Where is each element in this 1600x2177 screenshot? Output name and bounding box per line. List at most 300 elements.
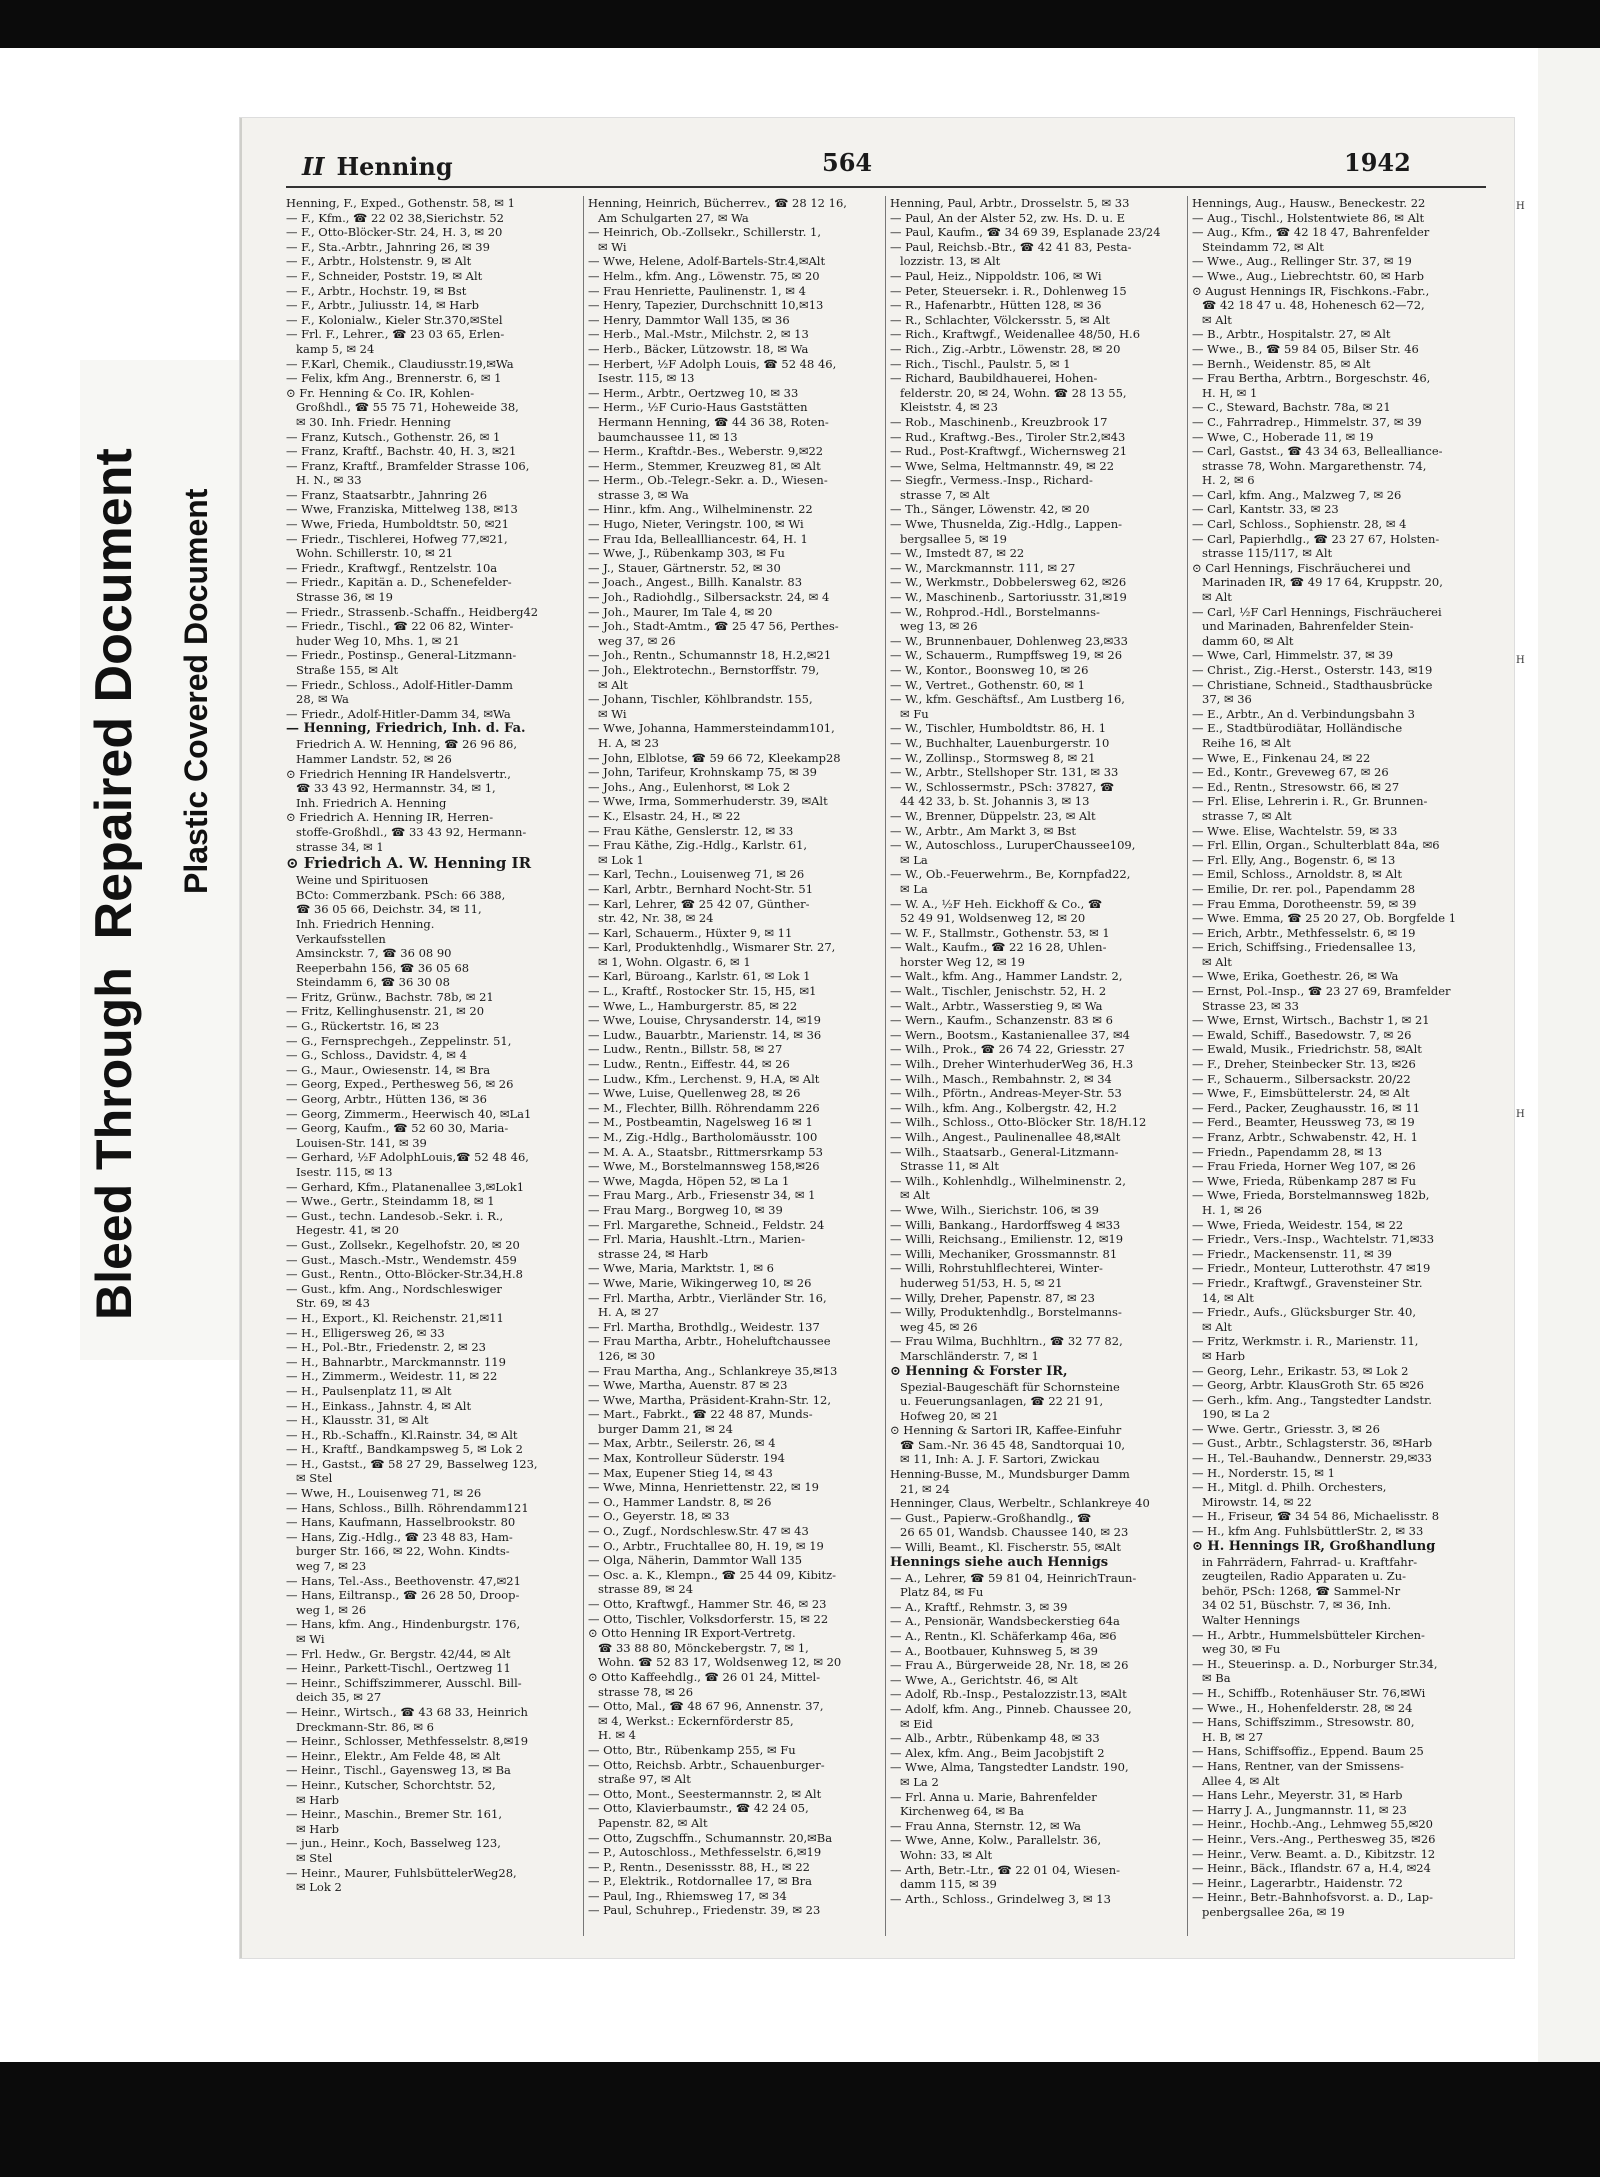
directory-entry: — Wwe, Alma, Tangstedter Landstr. 190, — [890, 1760, 1129, 1775]
directory-entry: ☎ 33 43 92, Hermannstr. 34, ✉ 1, — [296, 781, 496, 796]
directory-entry: — Otto, Tischler, Volksdorferstr. 15, ✉ 22 — [588, 1611, 829, 1626]
directory-entry: strasse 115/117, ✉ Alt — [1202, 546, 1333, 561]
directory-entry: — Otto, Mal., ☎ 48 67 96, Annenstr. 37, — [588, 1699, 824, 1714]
directory-entry: H. 2, ✉ 6 — [1202, 473, 1255, 488]
directory-entry: — Wwe. Emma, ☎ 25 20 27, Ob. Borgfelde 1 — [1192, 911, 1457, 926]
directory-entry: Spezial-Baugeschäft für Schornsteine — [900, 1379, 1120, 1394]
directory-entry: — Rich., Kraftwgf., Weidenallee 48/50, H.6 — [890, 327, 1141, 342]
directory-entry: — Ewald, Musik., Friedrichstr. 58, ✉Alt — [1192, 1042, 1422, 1057]
directory-entry: Strasse 23, ✉ 33 — [1202, 998, 1299, 1013]
directory-entry: — Rich., Tischl., Paulstr. 5, ✉ 1 — [890, 356, 1071, 371]
directory-entry: — Frl. Hedw., Gr. Bergstr. 42/44, ✉ Alt — [286, 1646, 511, 1661]
directory-entry: ✉ Wi — [598, 706, 627, 721]
directory-entry: — Frau Marg., Arb., Friesenstr 34, ✉ 1 — [588, 1188, 816, 1203]
directory-entry: — H., Elligersweg 26, ✉ 33 — [286, 1325, 445, 1340]
directory-entry: — Gerhard, ½F AdolphLouis,☎ 52 48 46, — [286, 1150, 529, 1165]
directory-entry: Hermann Henning, ☎ 44 36 38, Roten- — [598, 414, 829, 429]
directory-column-3 — [890, 196, 1182, 1936]
directory-entry: — Wilh., Kohlenhdlg., Wilhelminenstr. 2, — [890, 1173, 1126, 1188]
directory-entry: — Adolf, kfm. Ang., Pinneb. Chaussee 20, — [890, 1701, 1132, 1716]
directory-entry: Henning, Heinrich, Bücherrev., ☎ 28 12 16, — [588, 196, 847, 210]
directory-entry: — Alb., Arbtr., Rübenkamp 48, ✉ 33 — [890, 1731, 1100, 1746]
directory-entry: ✉ Alt — [598, 677, 628, 692]
directory-entry: — Wwe, Irma, Sommerhuderstr. 39, ✉Alt — [588, 794, 828, 809]
directory-entry: — Heinr., Kutscher, Schorchtstr. 52, — [286, 1777, 496, 1792]
directory-entry: — Franz, Kutsch., Gothenstr. 26, ✉ 1 — [286, 429, 501, 444]
directory-entry: Henninger, Claus, Werbeltr., Schlankreye 40 — [890, 1496, 1150, 1511]
directory-entry: — P., Elektrik., Rotdornallee 17, ✉ Bra — [588, 1874, 813, 1889]
directory-entry: — Friedr., Tischl., ☎ 22 06 82, Winter- — [286, 619, 514, 634]
directory-entry: — Herm., Kraftdr.-Bes., Weberstr. 9,✉22 — [588, 444, 824, 459]
directory-entry: ⊙ Henning & Forster IR, — [890, 1363, 1068, 1379]
directory-entry: — R., Schlachter, Völckersstr. 5, ✉ Alt — [890, 312, 1110, 327]
directory-entry: — Wwe, Louise, Chrysanderstr. 14, ✉19 — [588, 1013, 821, 1028]
directory-entry: strasse 24, ✉ Harb — [598, 1246, 709, 1261]
directory-entry: — Herm., Stemmer, Kreuzweg 81, ✉ Alt — [588, 458, 821, 473]
directory-entry: — Hans, Schiffszimm., Stresowstr. 80, — [1192, 1715, 1415, 1730]
directory-entry: — W., Arbtr., Stellshoper Str. 131, ✉ 33 — [890, 765, 1119, 780]
directory-entry: — C., Steward, Bachstr. 78a, ✉ 21 — [1192, 400, 1391, 415]
directory-entry: — H., Tel.-Bauhandw., Dennerstr. 29,✉33 — [1192, 1451, 1432, 1466]
directory-entry: — W., Imstedt 87, ✉ 22 — [890, 546, 1025, 561]
directory-entry: Weine und Spirituosen — [296, 873, 429, 888]
directory-entry: — Karl, Lehrer, ☎ 25 42 07, Günther- — [588, 896, 810, 911]
directory-entry: — Joh., Elektrotechn., Bernstorffstr. 79, — [588, 663, 820, 677]
directory-entry: — Wilh., Dreher WinterhuderWeg 36, H.3 — [890, 1057, 1134, 1072]
directory-entry: — Hans, Kaufmann, Hasselbrookstr. 80 — [286, 1515, 516, 1530]
directory-entry: — M., Postbeamtin, Nagelsweg 16 ✉ 1 — [588, 1115, 813, 1130]
directory-entry: — Johann, Tischler, Köhlbrandstr. 155, — [588, 692, 813, 707]
directory-entry: — W., Marckmannstr. 111, ✉ 27 — [890, 560, 1076, 575]
directory-entry: burger Damm 21, ✉ 24 — [598, 1421, 733, 1436]
directory-entry: — Max, Eupener Stieg 14, ✉ 43 — [588, 1465, 773, 1480]
directory-year: 1942 — [1344, 148, 1411, 177]
directory-entry: — Hugo, Nieter, Veringstr. 100, ✉ Wi — [588, 517, 804, 532]
directory-entry: — W., Kontor., Boonsweg 10, ✉ 26 — [890, 663, 1089, 677]
directory-entry: strasse 78, ✉ 26 — [598, 1684, 694, 1699]
directory-entry: — Aug., Kfm., ☎ 42 18 47, Bahrenfelder — [1192, 225, 1430, 240]
directory-entry: Hammer Landstr. 52, ✉ 26 — [296, 751, 452, 766]
directory-entry: — Hans, Schloss., Billh. Röhrendamm121 — [286, 1500, 529, 1515]
directory-entry: — Ludw., Kfm., Lerchenst. 9, H.A, ✉ Alt — [588, 1071, 820, 1086]
directory-entry: ⊙ Otto Henning IR Export-Vertretg. — [588, 1626, 796, 1641]
directory-entry: H. ✉ 4 — [598, 1728, 636, 1743]
directory-entry: — G., Rückertstr. 16, ✉ 23 — [286, 1019, 440, 1034]
directory-entry: — Frau Bertha, Arbtrn., Borgeschstr. 46, — [1192, 371, 1431, 386]
directory-entry: — Gust., Arbtr., Schlagsterstr. 36, ✉Harb — [1192, 1436, 1433, 1451]
directory-entry: ✉ La — [900, 881, 928, 896]
directory-entry: — Rud., Post-Kraftwgf., Wichernsweg 21 — [890, 444, 1128, 459]
directory-entry: — Hans, Eiltransp., ☎ 26 28 50, Droop- — [286, 1588, 520, 1603]
directory-entry: Hennings siehe auch Hennigs — [890, 1554, 1109, 1570]
directory-entry: Amsinckstr. 7, ☎ 36 08 90 — [296, 946, 452, 961]
directory-entry: ☎ 33 88 80, Mönckebergstr. 7, ✉ 1, — [598, 1640, 809, 1655]
directory-entry: — Otto, Kraftwgf., Hammer Str. 46, ✉ 23 — [588, 1597, 827, 1611]
column-divider — [885, 196, 886, 1936]
directory-entry: damm 60, ✉ Alt — [1202, 633, 1294, 648]
directory-entry: — Rich., Zig.-Arbtr., Löwenstr. 28, ✉ 20 — [890, 341, 1121, 356]
directory-entry: — Wwe, Magda, Höpen 52, ✉ La 1 — [588, 1173, 790, 1188]
directory-entry: Louisen-Str. 141, ✉ 39 — [296, 1135, 427, 1150]
directory-entry: — Ferd., Beamter, Heussweg 73, ✉ 19 — [1192, 1115, 1415, 1130]
directory-entry: — Frau Henriette, Paulinenstr. 1, ✉ 4 — [588, 283, 806, 298]
directory-entry: — C., Fahrradrep., Himmelstr. 37, ✉ 39 — [1192, 414, 1422, 429]
directory-entry: — Wwe, Minna, Henriettenstr. 22, ✉ 19 — [588, 1480, 819, 1495]
directory-entry: — Frl. Elly, Ang., Bogenstr. 6, ✉ 13 — [1192, 852, 1396, 867]
directory-entry: — A., Pensionär, Wandsbeckerstieg 64a — [890, 1614, 1120, 1629]
directory-entry: — Wwe, Marie, Wikingerweg 10, ✉ 26 — [588, 1275, 812, 1290]
directory-entry: — Friedr., Aufs., Glücksburger Str. 40, — [1192, 1305, 1417, 1320]
directory-entry: — Heinr., Elektr., Am Felde 48, ✉ Alt — [286, 1748, 501, 1763]
directory-entry: Strasse 11, ✉ Alt — [900, 1159, 999, 1174]
directory-entry: — Friedn., Papendamm 28, ✉ 13 — [1192, 1144, 1383, 1159]
directory-entry: — Georg, Kaufm., ☎ 52 60 30, Maria- — [286, 1121, 509, 1136]
directory-entry: — Willi, Beamt., Kl. Fischerstr. 55, ✉Alt — [890, 1540, 1121, 1555]
directory-entry: — Georg, Arbtr., Hütten 136, ✉ 36 — [286, 1092, 487, 1107]
directory-entry: ⊙ Friedrich A. W. Henning IR — [286, 854, 532, 873]
directory-entry: — Wwe, L., Hamburgerstr. 85, ✉ 22 — [588, 998, 798, 1013]
directory-entry: weg 37, ✉ 26 — [598, 633, 676, 648]
directory-entry: — E., Arbtr., An d. Verbindungsbahn 3 — [1192, 706, 1415, 721]
directory-entry: — Otto, Mont., Seestermannstr. 2, ✉ Alt — [588, 1786, 822, 1801]
directory-entry: — Heinr., Wirtsch., ☎ 43 68 33, Heinrich — [286, 1704, 528, 1719]
directory-entry: — Frau Martha, Ang., Schlankreye 35,✉13 — [588, 1363, 838, 1378]
directory-entry: ✉ Stel — [296, 1471, 333, 1486]
directory-entry: ⊙ H. Hennings IR, Großhandlung — [1192, 1538, 1436, 1554]
directory-entry: — Georg, Zimmerm., Heerwisch 40, ✉La1 — [286, 1106, 532, 1121]
directory-entry: — Karl, Produktenhdlg., Wismarer Str. 27, — [588, 940, 836, 955]
directory-entry: stoffe-Großhdl., ☎ 33 43 92, Hermann- — [296, 824, 527, 839]
directory-entry: penbergsallee 26a, ✉ 19 — [1202, 1904, 1345, 1919]
directory-entry: — Heinr., Maschin., Bremer Str. 161, — [286, 1807, 502, 1822]
directory-entry: — Ludw., Rentn., Billstr. 58, ✉ 27 — [588, 1042, 783, 1057]
directory-entry: — Wwe, Thusnelda, Zig.-Hdlg., Lappen- — [890, 517, 1123, 532]
directory-entry: — Gust., Zollsekr., Kegelhofstr. 20, ✉ 20 — [286, 1237, 520, 1252]
directory-entry: — Willi, Rohrstuhlflechterei, Winter- — [890, 1261, 1103, 1276]
directory-entry: — Peter, Steuersekr. i. R., Dohlenweg 15 — [890, 283, 1127, 298]
directory-entry: — Frau Ida, Belleallliancestr. 64, H. 1 — [588, 531, 808, 546]
directory-entry: Straße 155, ✉ Alt — [296, 663, 399, 677]
scan-frame-top — [0, 0, 1600, 48]
directory-entry: — Carl, ½F Carl Hennings, Fischräucherei — [1192, 604, 1442, 619]
directory-entry: — Hans, kfm. Ang., Hindenburgstr. 176, — [286, 1617, 521, 1632]
directory-entry: — H., kfm Ang. FuhlsbüttlerStr. 2, ✉ 33 — [1192, 1524, 1424, 1539]
directory-entry: — Wwe, Frieda, Weidestr. 154, ✉ 22 — [1192, 1217, 1404, 1232]
directory-entry: — W., Maschinenb., Sartoriusstr. 31,✉19 — [890, 590, 1127, 605]
directory-entry: — Heinr., Schiffszimmerer, Ausschl. Bill- — [286, 1675, 522, 1690]
directory-entry: Platz 84, ✉ Fu — [900, 1585, 984, 1600]
directory-entry: — A., Lehrer, ☎ 59 81 04, HeinrichTraun- — [890, 1570, 1137, 1585]
directory-entry: — Wwe, H., Louisenweg 71, ✉ 26 — [286, 1486, 482, 1501]
directory-entry: — Frau Frieda, Horner Weg 107, ✉ 26 — [1192, 1159, 1416, 1174]
directory-entry: deich 35, ✉ 27 — [296, 1690, 382, 1705]
directory-entry: — Fritz, Kellinghusenstr. 21, ✉ 20 — [286, 1004, 485, 1019]
directory-entry: — Gust., Rentn., Otto-Blöcker-Str.34,H.8 — [286, 1267, 523, 1282]
directory-entry: Hofweg 20, ✉ 21 — [900, 1408, 999, 1423]
directory-entry: Marinaden IR, ☎ 49 17 64, Kruppstr. 20, — [1202, 575, 1443, 590]
directory-entry: — Frl. Maria, Haushlt.-Ltrn., Marien- — [588, 1232, 806, 1247]
directory-entry: horster Weg 12, ✉ 19 — [900, 954, 1025, 969]
directory-entry: — Walt., Arbtr., Wasserstieg 9, ✉ Wa — [890, 998, 1103, 1013]
directory-entry: ✉ 1, Wohn. Olgastr. 6, ✉ 1 — [598, 954, 751, 969]
directory-entry: Strasse 36, ✉ 19 — [296, 590, 393, 605]
directory-entry: — Wern., Bootsm., Kastanienallee 37, ✉4 — [890, 1027, 1130, 1042]
directory-entry: Wohn: 33, ✉ Alt — [900, 1847, 993, 1862]
directory-entry: 14, ✉ Alt — [1202, 1290, 1254, 1305]
directory-entry: — Wwe, M., Borstelmannsweg 158,✉26 — [588, 1159, 820, 1174]
directory-entry: — Wwe, Erika, Goethestr. 26, ✉ Wa — [1192, 969, 1399, 984]
directory-entry: — Johs., Ang., Eulenhorst, ✉ Lok 2 — [588, 779, 791, 794]
directory-entry: — W., kfm. Geschäftsf., Am Lustberg 16, — [890, 692, 1125, 707]
directory-entry: — Joh., Stadt-Amtm., ☎ 25 47 56, Perthes- — [588, 619, 839, 634]
directory-entry: — Friedr., Strassenb.-Schaffn., Heidberg42 — [286, 604, 539, 619]
directory-entry: — Gust., techn. Landesob.-Sekr. i. R., — [286, 1208, 504, 1223]
directory-entry: — Wwe, Franziska, Mittelweg 138, ✉13 — [286, 502, 518, 517]
archive-notice-line1 — [84, 448, 144, 1320]
directory-column-2 — [588, 196, 880, 1936]
directory-entry: — Wwe, Maria, Marktstr. 1, ✉ 6 — [588, 1261, 774, 1276]
directory-entry: — Hans, Rentner, van der Smissens- — [1192, 1758, 1404, 1773]
directory-entry: — Henning, Friedrich, Inh. d. Fa. — [286, 721, 526, 737]
directory-entry: — F., Dreher, Steinbecker Str. 13, ✉26 — [1192, 1057, 1416, 1072]
directory-entry: H. A, ✉ 27 — [598, 1305, 659, 1320]
directory-entry: baumchaussee 11, ✉ 13 — [598, 429, 738, 444]
directory-entry: — Herbert, ½F Adolph Louis, ☎ 52 48 46, — [588, 356, 837, 371]
directory-entry: ⊙ Henning & Sartori IR, Kaffee-Einfuhr — [890, 1423, 1122, 1438]
directory-entry: — Fritz, Grünw., Bachstr. 78b, ✉ 21 — [286, 989, 494, 1004]
directory-entry: — W., Zollinsp., Stormsweg 8, ✉ 21 — [890, 750, 1096, 765]
directory-entry: 44 42 33, b. St. Johannis 3, ✉ 13 — [900, 794, 1090, 809]
directory-entry: Dreckmann-Str. 86, ✉ 6 — [296, 1719, 434, 1734]
directory-entry: — Heinr., Maurer, FuhlsbüttelerWeg28, — [286, 1865, 517, 1880]
directory-entry: — W., Werkmstr., Dobbelersweg 62, ✉26 — [890, 575, 1127, 590]
directory-entry: — Walt., Tischler, Jenischstr. 52, H. 2 — [890, 984, 1107, 999]
directory-entry: ⊙ Friedrich A. Henning IR, Herren- — [286, 810, 494, 825]
directory-entry: — Wilh., Schloss., Otto-Blöcker Str. 18/H.12 — [890, 1115, 1147, 1130]
directory-entry: — Hans, Schiffsoffiz., Eppend. Baum 25 — [1192, 1744, 1424, 1759]
directory-entry: — Wwe, Selma, Heltmannstr. 49, ✉ 22 — [890, 458, 1115, 473]
directory-entry: — Wwe., Gertr., Steindamm 18, ✉ 1 — [286, 1194, 495, 1209]
directory-entry: — Georg, Arbtr. KlausGroth Str. 65 ✉26 — [1192, 1378, 1424, 1393]
directory-entry: — H., Pol.-Btr., Friedenstr. 2, ✉ 23 — [286, 1340, 486, 1355]
directory-entry: — F., Sta.-Arbtr., Jahnring 26, ✉ 39 — [286, 239, 490, 254]
directory-entry: — Karl, Arbtr., Bernhard Nocht-Str. 51 — [588, 881, 814, 896]
directory-entry: — Frau Emma, Dorotheenstr. 59, ✉ 39 — [1192, 896, 1417, 911]
directory-entry: — Wilh., Pförtn., Andreas-Meyer-Str. 53 — [890, 1086, 1122, 1101]
directory-entry: — W., Brenner, Düppelstr. 23, ✉ Alt — [890, 808, 1096, 823]
directory-entry: — Heinr., Vers.-Ang., Perthesweg 35, ✉26 — [1192, 1831, 1436, 1846]
directory-entry: — F., Arbtr., Holstenstr. 9, ✉ Alt — [286, 254, 472, 269]
directory-entry: — W., Schauerm., Rumpffsweg 19, ✉ 26 — [890, 648, 1123, 663]
directory-entry: — Paul, Reichsb.-Btr., ☎ 42 41 83, Pesta- — [890, 239, 1132, 254]
directory-entry: — O., Arbtr., Fruchtallee 80, H. 19, ✉ 19 — [588, 1538, 824, 1553]
directory-entry: — Ed., Rentn., Stresowstr. 66, ✉ 27 — [1192, 779, 1400, 794]
directory-entry: — Wwe., B., ☎ 59 84 05, Bilser Str. 46 — [1192, 341, 1419, 356]
directory-entry: — G., Schloss., Davidstr. 4, ✉ 4 — [286, 1048, 467, 1063]
directory-entry: — Willy, Dreher, Papenstr. 87, ✉ 23 — [890, 1290, 1095, 1305]
directory-entry: — W., Arbtr., Am Markt 3, ✉ Bst — [890, 823, 1077, 838]
directory-entry: — E., Stadtbürodiätar, Holländische — [1192, 721, 1403, 736]
directory-entry: strasse 7, ✉ Alt — [1202, 808, 1292, 823]
directory-columns — [286, 196, 1486, 1936]
directory-entry: — Herm., Arbtr., Oertzweg 10, ✉ 33 — [588, 385, 799, 400]
directory-entry: Reeperbahn 156, ☎ 36 05 68 — [296, 960, 470, 975]
directory-entry: — Ferd., Packer, Zeughausstr. 16, ✉ 11 — [1192, 1100, 1421, 1115]
directory-entry: — Wilh., Staatsarb., General-Litzmann- — [890, 1144, 1119, 1159]
directory-entry: — Herm., ½F Curio-Haus Gaststätten — [588, 400, 808, 415]
directory-entry: — Wilh., Masch., Rembahnstr. 2, ✉ 34 — [890, 1071, 1112, 1086]
directory-entry: — Frau Martha, Arbtr., Hoheluftchaussee — [588, 1334, 831, 1349]
directory-entry: ⊙ Friedrich Henning IR Handelsvertr., — [286, 766, 511, 781]
directory-entry: — Frau Käthe, Genslerstr. 12, ✉ 33 — [588, 823, 794, 838]
directory-entry: Isestr. 115, ✉ 13 — [598, 371, 695, 386]
directory-entry: behör, PSch: 1268, ☎ Sammel-Nr — [1202, 1583, 1401, 1598]
directory-entry: ✉ Lok 2 — [296, 1880, 342, 1895]
directory-entry: — Joh., Radiohdlg., Silbersackstr. 24, ✉ 4 — [588, 590, 830, 605]
directory-entry: — F., Schauerm., Silbersackstr. 20/22 — [1192, 1071, 1411, 1086]
directory-entry: — Paul, Schuhrep., Friedenstr. 39, ✉ 23 — [588, 1903, 821, 1918]
directory-entry: — Karl, Büroang., Karlstr. 61, ✉ Lok 1 — [588, 969, 811, 984]
directory-entry: — Heinr., Verw. Beamt. a. D., Kibitzstr. 12 — [1192, 1846, 1436, 1861]
directory-entry: lozzistr. 13, ✉ Alt — [900, 254, 1001, 269]
directory-entry: Steindamm 6, ☎ 36 30 08 — [296, 975, 450, 990]
directory-entry: — Carl, Kantstr. 33, ✉ 23 — [1192, 502, 1339, 517]
directory-entry: Wohn. ☎ 52 83 17, Woldsenweg 12, ✉ 20 — [598, 1655, 842, 1670]
directory-entry: ✉ Ba — [1202, 1671, 1231, 1686]
directory-entry: 21, ✉ 24 — [900, 1481, 950, 1496]
directory-entry: — W., Rohprod.-Hdl., Borstelmanns- — [890, 604, 1100, 619]
directory-entry: — Rob., Maschinenb., Kreuzbrook 17 — [890, 414, 1108, 429]
directory-entry: — Wwe, Frieda, Borstelmannsweg 182b, — [1192, 1188, 1430, 1203]
directory-entry: weg 13, ✉ 26 — [900, 619, 978, 634]
directory-entry: straße 97, ✉ Alt — [598, 1772, 691, 1787]
directory-entry: — R., Hafenarbtr., Hütten 128, ✉ 36 — [890, 298, 1102, 313]
directory-entry: Verkaufsstellen — [296, 931, 386, 946]
directory-entry: weg 30, ✉ Fu — [1202, 1642, 1281, 1657]
directory-entry: — H., Steuerinsp. a. D., Norburger Str.34, — [1192, 1656, 1438, 1671]
directory-entry: — Friedr., Mackensenstr. 11, ✉ 39 — [1192, 1246, 1392, 1261]
directory-entry: — Emilie, Dr. rer. pol., Papendamm 28 — [1192, 881, 1416, 896]
directory-entry: — W., Tischler, Humboldtstr. 86, H. 1 — [890, 721, 1107, 736]
directory-entry: ✉ Alt — [1202, 954, 1232, 969]
directory-entry: — Paul, Ing., Rhiemsweg 17, ✉ 34 — [588, 1888, 787, 1903]
directory-entry: bergsallee 5, ✉ 19 — [900, 531, 1007, 546]
directory-entry: weg 45, ✉ 26 — [900, 1319, 978, 1334]
edge-fragment: H — [1516, 1109, 1525, 1120]
directory-entry: — G., Maur., Owiesenstr. 14, ✉ Bra — [286, 1062, 491, 1077]
directory-entry: — A., Bootbauer, Kuhnsweg 5, ✉ 39 — [890, 1643, 1098, 1658]
directory-entry: — W., Ob.-Feuerwehrm., Be, Kornpfad22, — [890, 867, 1131, 882]
directory-entry: — H., Kraftf., Bandkampsweg 5, ✉ Lok 2 — [286, 1442, 523, 1457]
directory-entry: — Frl. Elise, Lehrerin i. R., Gr. Brunnen- — [1192, 794, 1428, 809]
directory-entry: — Gerhard, Kfm., Platanenallee 3,✉Lok1 — [286, 1179, 525, 1194]
directory-entry: Kirchenweg 64, ✉ Ba — [900, 1804, 1025, 1819]
directory-entry: — W., Buchhalter, Lauenburgerstr. 10 — [890, 735, 1110, 750]
directory-entry: 52 49 91, Woldsenweg 12, ✉ 20 — [900, 911, 1086, 926]
directory-entry: — Wwe, Frieda, Rübenkamp 287 ✉ Fu — [1192, 1173, 1417, 1188]
directory-entry: ☎ 36 05 66, Deichstr. 34, ✉ 11, — [296, 902, 482, 917]
directory-entry: — Friedr., Kraftwgf., Rentzelstr. 10a — [286, 560, 498, 575]
directory-entry: — Ludw., Rentn., Eiffestr. 44, ✉ 26 — [588, 1057, 790, 1072]
directory-entry: ⊙ Carl Hennings, Fischräucherei und — [1192, 560, 1411, 575]
directory-entry: — Henry, Dammtor Wall 135, ✉ 36 — [588, 312, 790, 327]
directory-entry: — W., Vertret., Gothenstr. 60, ✉ 1 — [890, 677, 1085, 692]
directory-entry: — Christ., Zig.-Herst., Osterstr. 143, ✉19 — [1192, 663, 1433, 677]
directory-entry: — Emil, Schloss., Arnoldstr. 8, ✉ Alt — [1192, 867, 1402, 882]
directory-entry: — Walt., Kaufm., ☎ 22 16 28, Uhlen- — [890, 940, 1107, 955]
directory-entry: ✉ Harb — [296, 1821, 340, 1836]
directory-entry: — John, Tarifeur, Krohnskamp 75, ✉ 39 — [588, 765, 817, 780]
directory-entry: — H., Zimmerm., Weidestr. 11, ✉ 22 — [286, 1369, 498, 1384]
directory-entry: — Siegfr., Vermess.-Insp., Richard- — [890, 473, 1093, 488]
directory-entry: — M. A. A., Staatsbr., Rittmersrkamp 53 — [588, 1144, 823, 1159]
directory-entry: — Hans, Tel.-Ass., Beethovenstr. 47,✉21 — [286, 1573, 521, 1588]
directory-entry: — G., Fernsprechgeh., Zeppelinstr. 51, — [286, 1033, 512, 1048]
directory-column-4 — [1192, 196, 1484, 1936]
directory-entry: — F., Kolonialw., Kieler Str.370,✉Stel — [286, 312, 503, 327]
directory-entry: strasse 7, ✉ Alt — [900, 487, 990, 502]
notice-repaired-document: Repaired Document — [85, 448, 143, 940]
directory-entry: str. 42, Nr. 38, ✉ 24 — [598, 911, 714, 926]
column-divider — [583, 196, 584, 1936]
directory-entry: — H., Bahnarbtr., Marckmannstr. 119 — [286, 1354, 506, 1369]
directory-entry: Henning, F., Exped., Gothenstr. 58, ✉ 1 — [286, 196, 515, 210]
directory-entry: — Friedr., Tischlerei, Hofweg 77,✉21, — [286, 531, 508, 546]
directory-entry: — Wilh., Angest., Paulinenallee 48,✉Alt — [890, 1130, 1121, 1144]
directory-entry: — Herm., Ob.-Telegr.-Sekr. a. D., Wiesen- — [588, 473, 828, 488]
directory-entry: — Frl. F., Lehrer., ☎ 23 03 65, Erlen- — [286, 327, 505, 342]
directory-entry: ✉ 11, Inh: A. J. F. Sartori, Zwickau — [900, 1452, 1100, 1467]
directory-entry: — Gerh., kfm. Ang., Tangstedter Landstr. — [1192, 1392, 1432, 1407]
directory-entry: — F., Kfm., ☎ 22 02 38,Sierichstr. 52 — [286, 210, 504, 225]
directory-entry: — Wwe, Anne, Kolw., Parallelstr. 36, — [890, 1833, 1102, 1848]
directory-entry: Henning, Paul, Arbtr., Drosselstr. 5, ✉ 33 — [890, 196, 1130, 210]
directory-entry: H. H, ✉ 1 — [1202, 385, 1258, 400]
directory-entry: — Wwe, F., Eimsbüttelerstr. 24, ✉ Alt — [1192, 1086, 1410, 1101]
directory-entry: — Friedr., Schloss., Adolf-Hitler-Damm — [286, 677, 513, 692]
directory-entry: strasse 89, ✉ 24 — [598, 1582, 694, 1597]
directory-entry: ✉ La — [900, 852, 928, 867]
directory-entry: — W., Autoschloss., LuruperChaussee109, — [890, 838, 1136, 853]
directory-entry: — Frau Käthe, Zig.-Hdlg., Karlstr. 61, — [588, 838, 808, 853]
directory-entry: — Wwe, Helene, Adolf-Bartels-Str.4,✉Alt — [588, 254, 826, 269]
directory-entry: huder Weg 10, Mhs. 1, ✉ 21 — [296, 633, 460, 648]
directory-entry: ✉ Wi — [598, 239, 627, 254]
directory-entry: — Frl. Anna u. Marie, Bahrenfelder — [890, 1789, 1097, 1804]
directory-entry: — Wwe, Ernst, Wirtsch., Bachstr 1, ✉ 21 — [1192, 1013, 1430, 1028]
directory-entry: — Heinr., Parkett-Tischl., Oertzweg 11 — [286, 1661, 511, 1676]
directory-entry: — Erich, Schiffsing., Friedensallee 13, — [1192, 940, 1416, 955]
directory-entry: — Carl, kfm. Ang., Malzweg 7, ✉ 26 — [1192, 487, 1402, 502]
directory-entry: — W. F., Stallmstr., Gothenstr. 53, ✉ 1 — [890, 925, 1110, 940]
directory-entry: — Adolf, Rb.-Insp., Pestalozzistr.13, ✉Alt — [890, 1687, 1127, 1702]
directory-entry: — H., Norderstr. 15, ✉ 1 — [1192, 1465, 1335, 1480]
volume-number: II — [302, 152, 325, 181]
directory-entry: — A., Kraftf., Rehmstr. 3, ✉ 39 — [890, 1599, 1068, 1614]
directory-entry: — P., Autoschloss., Methfesselstr. 6,✉19 — [588, 1845, 822, 1860]
directory-entry: — Osc. a. K., Klempn., ☎ 25 44 09, Kibitz- — [588, 1567, 837, 1582]
directory-entry: ✉ Stel — [296, 1850, 333, 1865]
directory-entry: — Georg, Exped., Perthesweg 56, ✉ 26 — [286, 1077, 514, 1092]
directory-entry: Wohn. Schillerstr. 10, ✉ 21 — [296, 546, 454, 561]
directory-entry: — F.Karl, Chemik., Claudiusstr.19,✉Wa — [286, 356, 514, 371]
header-rule — [286, 186, 1486, 188]
directory-entry: — Rud., Kraftwg.-Bes., Tiroler Str.2,✉43 — [890, 429, 1126, 444]
directory-entry: Mirowstr. 14, ✉ 22 — [1202, 1494, 1312, 1509]
directory-entry: in Fahrrädern, Fahrrad- u. Kraftfahr- — [1202, 1554, 1418, 1569]
directory-entry: — Georg, Lehr., Erikastr. 53, ✉ Lok 2 — [1192, 1363, 1409, 1378]
directory-entry: Allee 4, ✉ Alt — [1202, 1773, 1280, 1788]
